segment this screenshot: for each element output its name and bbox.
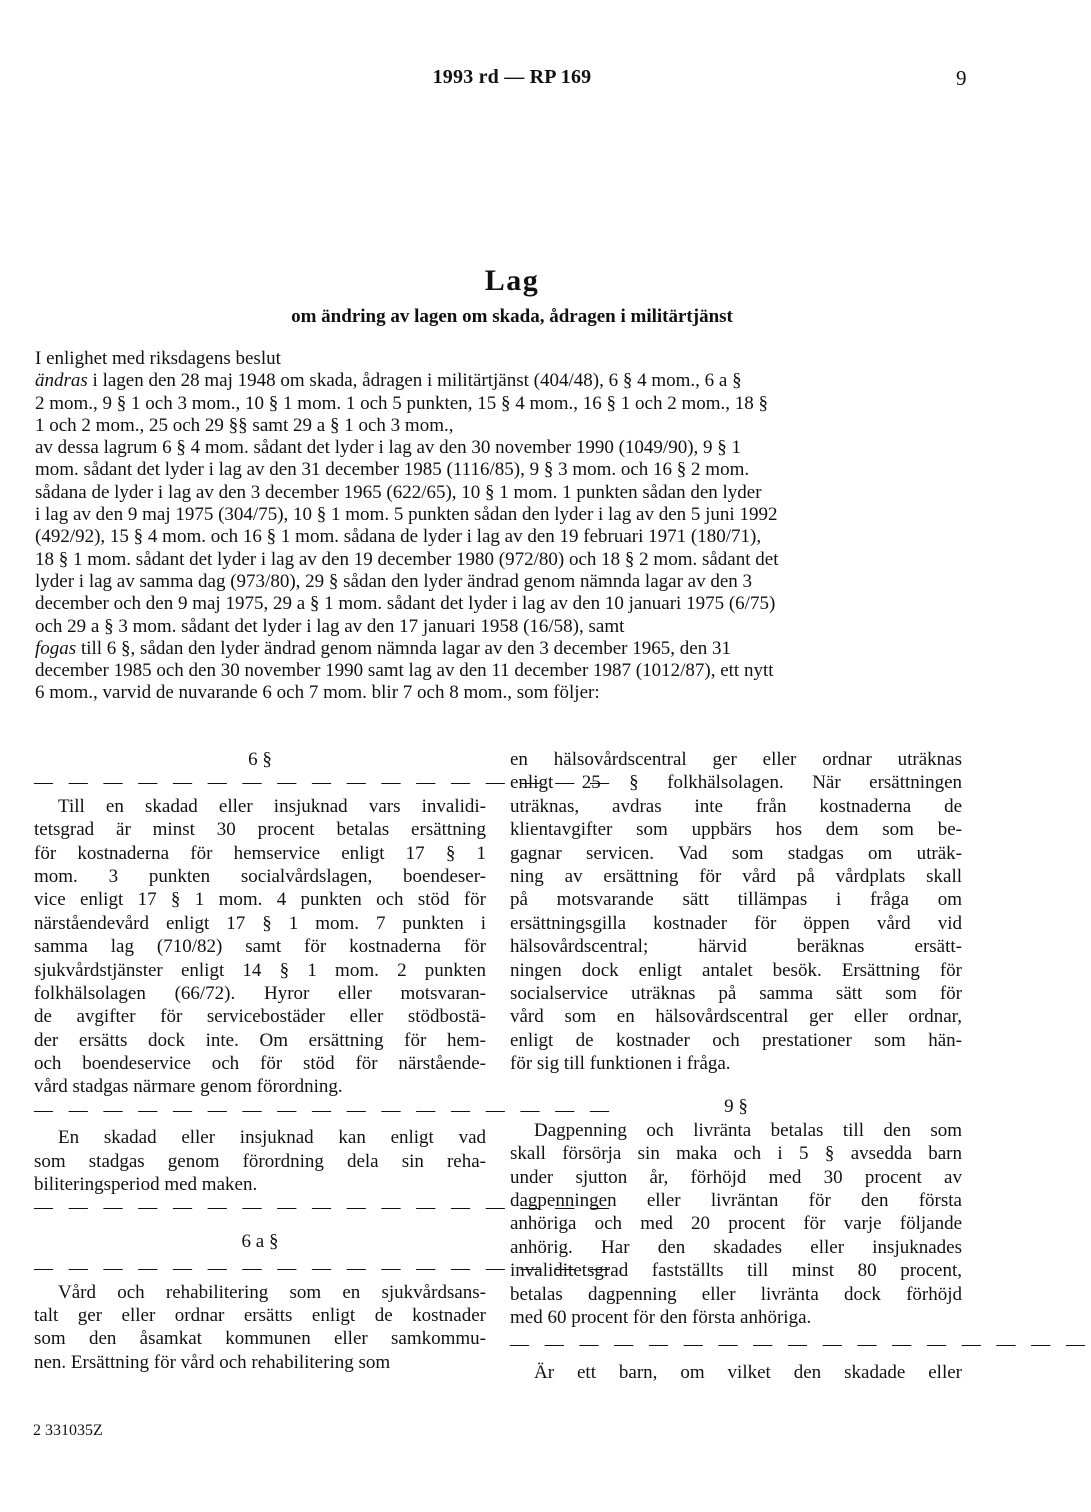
text-line: En skadad eller insjuknad kan enligt vad: [58, 1127, 486, 1149]
running-head: [0, 66, 1024, 96]
intro-line: i lag av den 9 maj 1975 (304/75), 10 § 1 mom. 5 punkten sådan den lyder i lag av den 5 juni 1992: [35, 504, 778, 526]
section-6-paragraph-2: [34, 1126, 486, 1196]
text-line: vård stadgas närmare genom förordning.: [34, 1076, 343, 1098]
omission-dashes: — — — — — — — — — — — — — — — — —: [34, 1197, 615, 1219]
law-title: Lag: [484, 264, 540, 297]
intro-line: 18 § 1 mom. sådant det lyder i lag av den 19 december 1980 (972/80) och 18 § 2 mom. sådant det: [35, 548, 779, 570]
text-line: på motsvarande sätt tillämpas i fråga om: [510, 889, 962, 911]
intro-paragraph: [35, 348, 955, 705]
text-line: vård som en hälsovårdscentral ger eller ordnar,: [510, 1006, 962, 1028]
omission-dashes: — — — — — — — — — — — — — — — — —: [34, 772, 615, 794]
text-line: anhöriga och med 20 procent för varje följande: [510, 1213, 962, 1235]
text-line: anhörig. Har den skadades eller insjuknades: [510, 1236, 962, 1258]
section-6-paragraph-1: [34, 795, 486, 1099]
text-line: under sjutton år, förhöjd med 30 procent av: [510, 1166, 962, 1188]
section-9-paragraph-2: [510, 1361, 962, 1384]
intro-line: 2 mom., 9 § 1 och 3 mom., 10 § 1 mom. 1 och 5 punkten, 15 § 4 mom., 16 § 1 och 2 mom., 18 §: [35, 392, 769, 414]
intro-line: sådana de lyder i lag av den 3 december 1965 (622/65), 10 § 1 mom. 1 punkten sådan den lyder: [35, 481, 762, 503]
text-line: Till en skadad eller insjuknad vars invalidi-: [58, 795, 486, 817]
intro-line: (492/92), 15 § 4 mom. och 16 § 1 mom. sådana de lyder i lag av den 19 februari 1971 (180/71),: [35, 526, 762, 548]
text-line: dagpenningen eller livräntan för den första: [510, 1190, 962, 1212]
text-line: tetsgrad är minst 30 procent betalas ersättning: [34, 819, 486, 841]
intro-line: 1 och 2 mom., 25 och 29 §§ samt 29 a § 1 och 3 mom.,: [35, 414, 454, 436]
text-line: ning av ersättning för vård på vårdplats skall: [510, 865, 962, 887]
text-line: gagnar servicen. Vad som stadgas om uträk-: [510, 842, 962, 864]
text-line: uträknas, avdras inte från kostnaderna de: [510, 795, 962, 817]
omission-dashes: — — — — — — — — — — — — — — — — —: [510, 1334, 1091, 1356]
section-6-heading: 6 §: [248, 749, 272, 770]
print-code: 2 331035Z: [33, 1422, 103, 1439]
intro-line: 6 mom., varvid de nuvarande 6 och 7 mom. blir 7 och 8 mom., som följer:: [35, 682, 600, 704]
running-title: 1993 rd — RP 169: [432, 66, 592, 88]
intro-line: och 29 a § 3 mom. sådant det lyder i lag av den 17 januari 1958 (16/58), samt: [35, 615, 625, 637]
intro-line: december och den 9 maj 1975, 29 a § 1 mom. sådant det lyder i lag av den 10 januari 1975 (6/75): [35, 593, 776, 615]
section-6a-heading: 6 a §: [241, 1230, 279, 1252]
section-6a-paragraph-1: [34, 1281, 486, 1375]
intro-line: fogas till 6 §, sådan den lyder ändrad genom nämnda lagar av den 3 december 1965, den 31: [35, 637, 731, 659]
text-line: talt ger eller ordnar ersätts enligt de kostnader: [34, 1304, 486, 1326]
text-line: enligt 25 § folkhälsolagen. När ersättningen: [510, 772, 962, 794]
text-line: en hälsovårdscentral ger eller ordnar uträknas: [510, 749, 962, 770]
right-column: [510, 748, 1091, 1384]
text-line: mom. 3 punkten socialvårdslagen, boendeser-: [34, 865, 486, 887]
page-number: 9: [956, 66, 967, 90]
text-line: invaliditetsgrad fastställts till minst 80 procent,: [510, 1260, 962, 1282]
continued-paragraph: [510, 748, 962, 1075]
text-line: som stadgas genom förordning dela sin reha-: [34, 1150, 486, 1172]
intro-line: I enlighet med riksdagens beslut: [35, 348, 281, 369]
text-line: folkhälsolagen (66/72). Hyror eller motsvaran-: [34, 982, 486, 1004]
text-line: skall försörja sin maka och i 5 § avsedda barn: [510, 1143, 962, 1165]
intro-line: ändras i lagen den 28 maj 1948 om skada, ådragen i militärtjänst (404/48), 6 § 4 mom., 6 a §: [35, 370, 742, 392]
text-line: för sig till funktionen i fråga.: [510, 1053, 731, 1075]
text-line: sjukvårdstjänster enligt 14 § 1 mom. 2 punkten: [34, 959, 486, 981]
text-line: ningen dock enligt antalet besök. Ersättning för: [510, 959, 962, 981]
section-9-heading: 9 §: [724, 1096, 748, 1118]
text-line: der ersätts dock inte. Om ersättning för hem-: [34, 1029, 486, 1051]
intro-line: av dessa lagrum 6 § 4 mom. sådant det lyder i lag av den 30 november 1990 (1049/90), 9 § 1: [35, 437, 742, 459]
intro-line: december 1985 och den 30 november 1990 samt lag av den 11 december 1987 (1012/87), ett nytt: [35, 660, 774, 682]
text-line: Dagpenning och livränta betalas till den som: [534, 1119, 962, 1141]
omission-dashes: — — — — — — — — — — — — — — — — —: [34, 1258, 615, 1280]
text-line: med 60 procent för den första anhöriga.: [510, 1306, 812, 1328]
text-line: och boendeservice och för stöd för närstående-: [34, 1053, 486, 1075]
text-line: Är ett barn, om vilket den skadade eller: [534, 1361, 962, 1383]
section-9-paragraph-1: [510, 1119, 962, 1330]
text-line: ersättningsgilla kostnader för öppen vård vid: [510, 912, 962, 934]
intro-line: lyder i lag av samma dag (973/80), 29 § sådan den lyder ändrad genom nämnda lagar av den 3: [35, 570, 753, 592]
text-line: vice enligt 17 § 1 mom. 4 punkten och stöd för: [34, 889, 486, 911]
text-line: socialservice uträknas på samma sätt som för: [510, 982, 962, 1004]
text-line: hälsovårdscentral; härvid beräknas ersätt-: [510, 936, 962, 958]
text-line: betalas dagpenning eller livränta dock förhöjd: [510, 1283, 962, 1305]
text-line: som den åsamkat kommunen eller samkommu-: [34, 1328, 486, 1350]
omission-dashes: — — — — — — — — — — — — — — — — —: [34, 1099, 615, 1121]
intro-line: mom. sådant det lyder i lag av den 31 december 1985 (1116/85), 9 § 3 mom. och 16 § 2 mom.: [35, 459, 750, 481]
text-line: för kostnaderna för hemservice enligt 17 § 1: [34, 842, 486, 864]
text-line: enligt de kostnader och prestationer som hän-: [510, 1029, 962, 1051]
text-line: klientavgifter som uppbärs hos dem som be-: [510, 819, 962, 841]
text-line: de avgifter för servicebostäder eller stödbostä-: [34, 1006, 486, 1028]
law-subtitle: om ändring av lagen om skada, ådragen i militärtjänst: [291, 306, 733, 327]
text-line: samma lag (710/82) samt för kostnaderna för: [34, 936, 486, 958]
text-line: nen. Ersättning för vård och rehabilitering som: [34, 1351, 391, 1373]
left-column: [34, 748, 615, 1374]
text-line: närståendevård enligt 17 § 1 mom. 7 punkten i: [34, 912, 486, 934]
text-line: Vård och rehabilitering som en sjukvårdsans-: [58, 1281, 486, 1303]
text-line: biliteringsperiod med maken.: [34, 1174, 258, 1196]
